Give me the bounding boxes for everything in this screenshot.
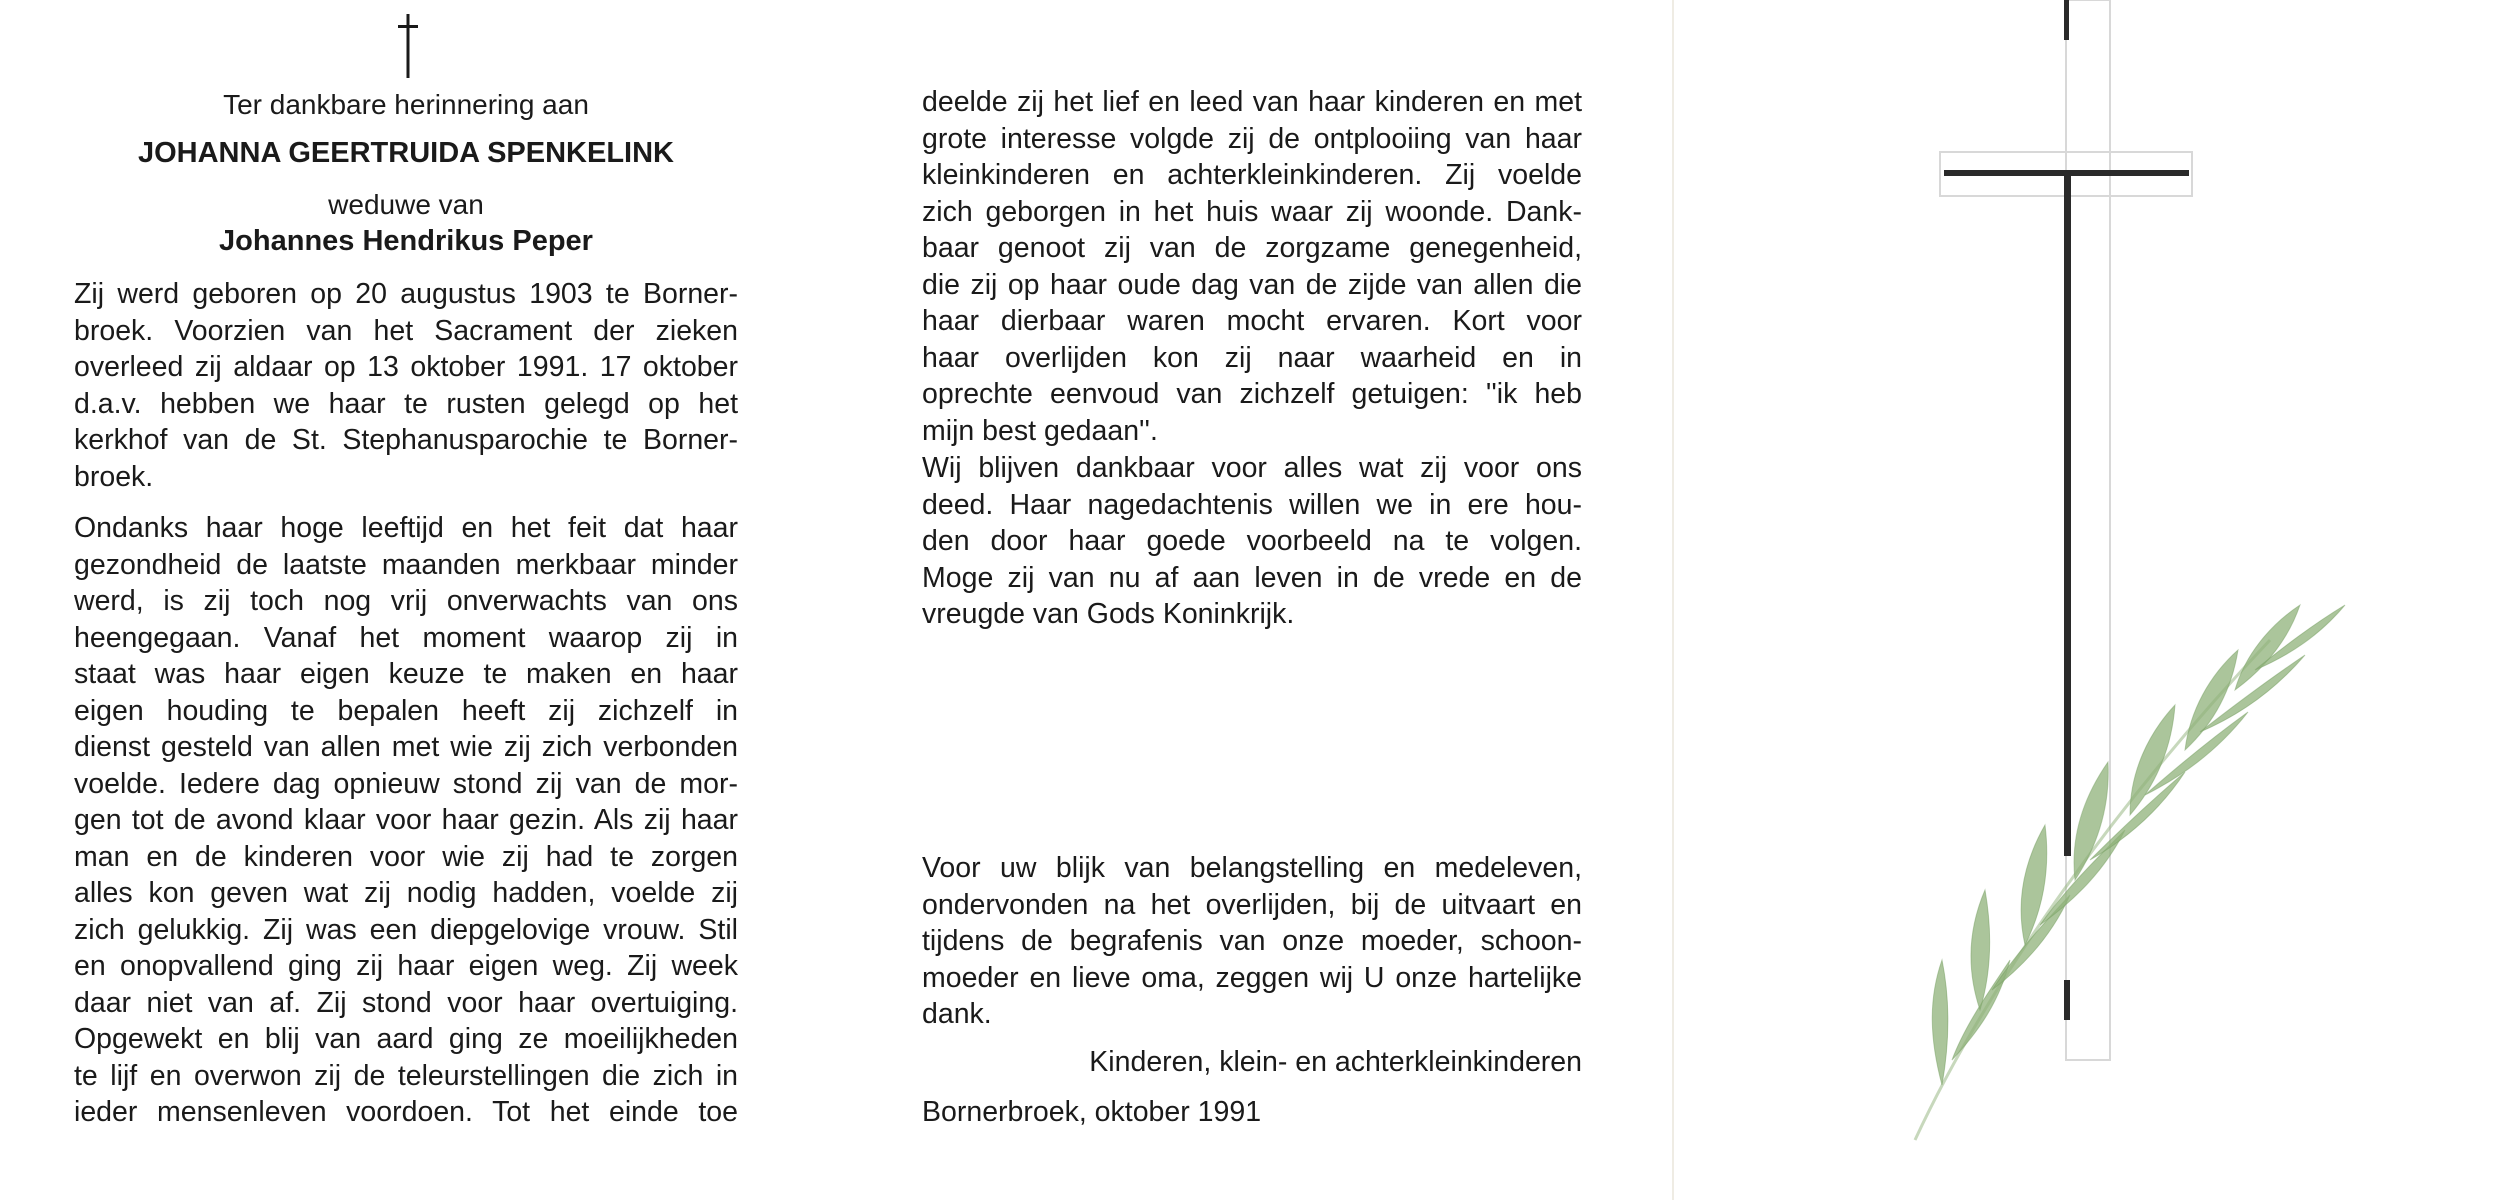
text-line: d.a.v. hebben we haar te rusten gelegd op het	[74, 387, 738, 420]
husband-name: Johannes Hendrikus Peper	[219, 225, 593, 257]
text-line: haar dierbaar waren mocht ervaren. Kort voor	[922, 305, 1582, 337]
text-line: daar niet van af. Zij stond voor haar overtuiging.	[74, 986, 738, 1019]
gratitude-paragraph	[922, 450, 1582, 633]
place-date: Bornerbroek, oktober 1991	[922, 1096, 1262, 1128]
text-line: alles kon geven wat zij nodig hadden, voelde zij	[74, 877, 738, 909]
text-line: den door haar goede voorbeeld na te volgen.	[922, 525, 1582, 557]
intro-text: Ter dankbare herinnering aan	[223, 89, 589, 120]
text-line: ondervonden na het overlijden, bij de uitvaart en	[922, 888, 1582, 921]
text-line: baar genoot zij van de zorgzame genegenheid,	[922, 232, 1582, 264]
text-line: Opgewekt en blij van aard ging ze moeilijkheden	[74, 1023, 738, 1055]
text-line: haar overlijden kon zij naar waarheid en in	[922, 341, 1582, 374]
text-line: heengegaan. Vanaf het moment waarop zij in	[74, 621, 738, 654]
text-line: Wij blijven dankbaar voor alles wat zij voor ons	[922, 452, 1582, 484]
text-line: eigen houding te bepalen heeft zij zichzelf in	[74, 694, 738, 727]
text-line: dienst gesteld van allen met wie zij zich verbonden	[74, 731, 738, 763]
text-line: die zij op haar oude dag van de zijde van allen die	[922, 268, 1582, 301]
text-line: man en de kinderen voor wie zij had te zorgen	[74, 840, 738, 873]
character-paragraph	[74, 510, 738, 1131]
text-line: zich gelukkig. Zij was een diepgelovige vrouw. Stil	[74, 913, 738, 946]
deceased-name: JOHANNA GEERTRUIDA SPENKELINK	[137, 137, 674, 169]
text-line: vreugde van Gods Koninkrijk.	[922, 598, 1295, 630]
cross-and-palm-illustration	[1680, 0, 2493, 1200]
text-line: tijdens de begrafenis van onze moeder, schoon-	[922, 925, 1582, 957]
widow-of-text: weduwe van	[328, 189, 484, 220]
text-line: overleed zij aldaar op 13 oktober 1991. 17 oktober	[74, 351, 738, 383]
text-line: te lijf en overwon zij de teleurstellingen die zich in	[74, 1059, 738, 1092]
text-line: werd, is zij toch nog vrij onverwachts van ons	[74, 585, 738, 617]
text-line: kerkhof van de St. Stephanusparochie te Borner-	[74, 424, 738, 456]
text-line: broek.	[74, 460, 154, 493]
text-line: gen tot de avond klaar voor haar gezin. Als zij haar	[74, 804, 738, 836]
text-line: deed. Haar nagedachtenis willen we in ere hou-	[922, 488, 1582, 521]
text-line: mijn best gedaan''.	[922, 414, 1158, 447]
text-line: Voor uw blijk van belangstelling en medeleven,	[922, 852, 1582, 884]
palm-branch-icon	[1915, 605, 2345, 1140]
text-line: ieder mensenleven voordoen. Tot het einde toe	[74, 1096, 738, 1128]
thanks-paragraph	[922, 850, 1582, 1033]
text-line: Ondanks haar hoge leeftijd en het feit dat haar	[74, 512, 738, 544]
text-line: gezondheid de laatste maanden merkbaar minder	[74, 548, 738, 581]
page-fold	[1672, 0, 1674, 1200]
text-line: en onopvallend ging zij haar eigen weg. Zij week	[74, 950, 738, 982]
text-line: deelde zij het lief en leed van haar kinderen en met	[922, 86, 1582, 118]
text-line: grote interesse volgde zij de ontplooiing van haar	[922, 122, 1582, 155]
text-line: kleinkinderen en achterkleinkinderen. Zij voelde	[922, 159, 1582, 191]
text-line: moeder en lieve oma, zeggen wij U onze hartelijke	[922, 961, 1582, 994]
continuation-paragraph	[922, 84, 1582, 449]
biography-paragraph	[74, 276, 738, 495]
text-line: voelde. Iedere dag opnieuw stond zij van de mor-	[74, 767, 738, 800]
text-line: oprechte eenvoud van zichzelf getuigen: ''ik heb	[922, 378, 1582, 410]
signature: Kinderen, klein- en achterkleinkinderen	[1089, 1046, 1582, 1078]
text-line: staat was haar eigen keuze te maken en haar	[74, 658, 738, 690]
text-line: zich geborgen in het huis waar zij woonde. Dank-	[922, 195, 1582, 228]
text-line: dank.	[922, 998, 992, 1030]
small-cross-icon	[398, 14, 418, 78]
text-line: broek. Voorzien van het Sacrament der zieken	[74, 314, 738, 347]
text-line: Moge zij van nu af aan leven in de vrede en de	[922, 561, 1582, 594]
text-line: Zij werd geboren op 20 augustus 1903 te Borner-	[74, 278, 738, 310]
